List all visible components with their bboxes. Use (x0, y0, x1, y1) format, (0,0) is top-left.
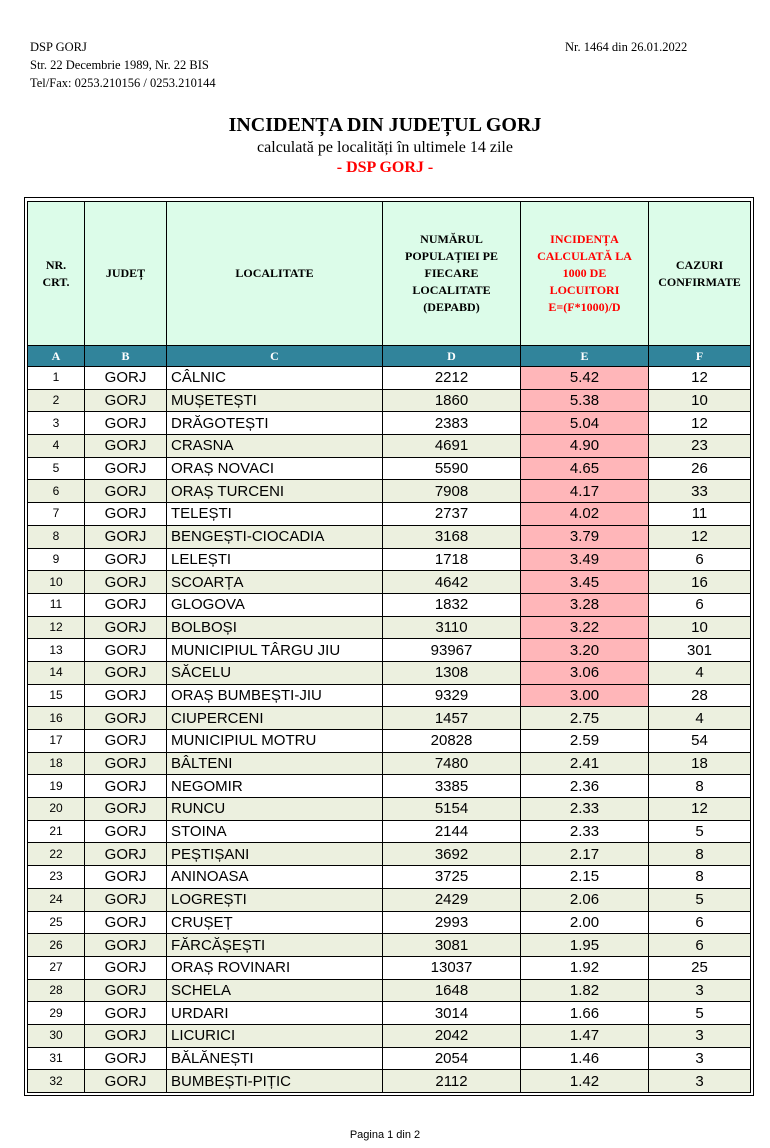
table-row (28, 639, 751, 662)
col-header-judet (85, 202, 167, 346)
incidence-cell: 3.20 (521, 639, 649, 662)
incidence-cell: 3.00 (521, 684, 649, 707)
row-number-cell: 5 (28, 457, 85, 480)
document-number: Nr. 1464 din 26.01.2022 (565, 40, 688, 54)
county-cell: GORJ (85, 571, 167, 594)
row-number-cell: 4 (28, 435, 85, 458)
confirmed-cases-cell: 3 (649, 1070, 751, 1093)
locality-cell: SCOARȚA (167, 571, 383, 594)
confirmed-cases-cell: 10 (649, 389, 751, 412)
incidence-cell: 1.92 (521, 956, 649, 979)
confirmed-cases-cell: 25 (649, 956, 751, 979)
county-cell: GORJ (85, 412, 167, 435)
confirmed-cases-cell: 33 (649, 480, 751, 503)
row-number-cell: 2 (28, 389, 85, 412)
population-cell: 5590 (383, 457, 521, 480)
row-number-cell: 7 (28, 503, 85, 526)
document-header-left (30, 38, 216, 92)
county-cell: GORJ (85, 956, 167, 979)
incidence-cell: 4.02 (521, 503, 649, 526)
col-letter-d: D (383, 346, 521, 367)
incidence-cell: 2.75 (521, 707, 649, 730)
population-cell: 1457 (383, 707, 521, 730)
table-row (28, 525, 751, 548)
population-cell: 3385 (383, 775, 521, 798)
row-number-cell: 16 (28, 707, 85, 730)
row-number-cell: 18 (28, 752, 85, 775)
table-body (28, 367, 751, 1093)
population-cell: 2383 (383, 412, 521, 435)
confirmed-cases-cell: 28 (649, 684, 751, 707)
county-cell: GORJ (85, 457, 167, 480)
population-cell: 13037 (383, 956, 521, 979)
col-header-populatie (383, 202, 521, 346)
population-cell: 9329 (383, 684, 521, 707)
county-cell: GORJ (85, 389, 167, 412)
population-cell: 2429 (383, 888, 521, 911)
incidence-cell: 1.95 (521, 934, 649, 957)
confirmed-cases-cell: 12 (649, 798, 751, 821)
incidence-cell: 4.90 (521, 435, 649, 458)
table-row (28, 934, 751, 957)
incidence-table (27, 201, 751, 1093)
incidence-cell: 2.41 (521, 752, 649, 775)
population-cell: 3692 (383, 843, 521, 866)
table-row (28, 1002, 751, 1025)
county-cell: GORJ (85, 435, 167, 458)
table-row (28, 911, 751, 934)
confirmed-cases-cell: 301 (649, 639, 751, 662)
county-cell: GORJ (85, 525, 167, 548)
page-title: INCIDENȚA DIN JUDEȚUL GORJ (228, 114, 542, 136)
incidence-cell: 2.06 (521, 888, 649, 911)
row-number-cell: 3 (28, 412, 85, 435)
confirmed-cases-cell: 8 (649, 843, 751, 866)
county-cell: GORJ (85, 1070, 167, 1093)
table-row (28, 412, 751, 435)
table-row (28, 820, 751, 843)
confirmed-cases-cell: 11 (649, 503, 751, 526)
incidence-cell: 4.65 (521, 457, 649, 480)
locality-cell: CRUȘEȚ (167, 911, 383, 934)
col-letter-c: C (167, 346, 383, 367)
incidence-cell: 2.17 (521, 843, 649, 866)
table-row (28, 775, 751, 798)
locality-cell: BĂLĂNEȘTI (167, 1047, 383, 1070)
col-header-incidenta-text: INCIDENȚA CALCULATĂ LA 1000 DE LOCUITORI E=(F*1000)/D (537, 232, 632, 314)
county-cell: GORJ (85, 934, 167, 957)
table-row (28, 616, 751, 639)
row-number-cell: 29 (28, 1002, 85, 1025)
population-cell: 1860 (383, 389, 521, 412)
locality-cell: LICURICI (167, 1024, 383, 1047)
col-letter-e: E (521, 346, 649, 367)
confirmed-cases-cell: 54 (649, 730, 751, 753)
locality-cell: DRĂGOTEȘTI (167, 412, 383, 435)
col-letter-f: F (649, 346, 751, 367)
row-number-cell: 32 (28, 1070, 85, 1093)
county-cell: GORJ (85, 1024, 167, 1047)
col-letter-a: A (28, 346, 85, 367)
population-cell: 4691 (383, 435, 521, 458)
county-cell: GORJ (85, 1047, 167, 1070)
county-cell: GORJ (85, 639, 167, 662)
confirmed-cases-cell: 4 (649, 661, 751, 684)
confirmed-cases-cell: 6 (649, 593, 751, 616)
page-subtitle: calculată pe localități în ultimele 14 zile (257, 139, 513, 156)
locality-cell: STOINA (167, 820, 383, 843)
county-cell: GORJ (85, 616, 167, 639)
locality-cell: PEȘTIȘANI (167, 843, 383, 866)
incidence-cell: 3.45 (521, 571, 649, 594)
confirmed-cases-cell: 5 (649, 820, 751, 843)
row-number-cell: 20 (28, 798, 85, 821)
population-cell: 7908 (383, 480, 521, 503)
row-number-cell: 12 (28, 616, 85, 639)
row-number-cell: 13 (28, 639, 85, 662)
org-phone: Tel/Fax: 0253.210156 / 0253.210144 (30, 76, 216, 90)
incidence-cell: 5.38 (521, 389, 649, 412)
row-number-cell: 9 (28, 548, 85, 571)
confirmed-cases-cell: 18 (649, 752, 751, 775)
table-row (28, 707, 751, 730)
county-cell: GORJ (85, 752, 167, 775)
table-row (28, 888, 751, 911)
row-number-cell: 14 (28, 661, 85, 684)
col-header-localitate (167, 202, 383, 346)
table-row (28, 367, 751, 390)
table-row (28, 389, 751, 412)
locality-cell: TELEȘTI (167, 503, 383, 526)
confirmed-cases-cell: 12 (649, 367, 751, 390)
incidence-cell: 5.42 (521, 367, 649, 390)
county-cell: GORJ (85, 911, 167, 934)
confirmed-cases-cell: 16 (649, 571, 751, 594)
county-cell: GORJ (85, 820, 167, 843)
incidence-cell: 3.22 (521, 616, 649, 639)
population-cell: 5154 (383, 798, 521, 821)
incidence-cell: 2.59 (521, 730, 649, 753)
confirmed-cases-cell: 3 (649, 1024, 751, 1047)
org-name: DSP GORJ (30, 40, 87, 54)
row-number-cell: 8 (28, 525, 85, 548)
table-row (28, 798, 751, 821)
incidence-cell: 2.33 (521, 798, 649, 821)
col-header-judet-text: JUDEȚ (105, 266, 146, 280)
org-address: Str. 22 Decembrie 1989, Nr. 22 BIS (30, 58, 209, 72)
confirmed-cases-cell: 5 (649, 888, 751, 911)
population-cell: 20828 (383, 730, 521, 753)
population-cell: 93967 (383, 639, 521, 662)
col-header-populatie-text: NUMĂRUL POPULAȚIEI PE FIECARE LOCALITATE (DEPABD) (404, 232, 498, 314)
table-row (28, 457, 751, 480)
locality-cell: CÂLNIC (167, 367, 383, 390)
row-number-cell: 17 (28, 730, 85, 753)
locality-cell: BENGEȘTI-CIOCADIA (167, 525, 383, 548)
county-cell: GORJ (85, 707, 167, 730)
county-cell: GORJ (85, 888, 167, 911)
row-number-cell: 1 (28, 367, 85, 390)
incidence-cell: 1.66 (521, 1002, 649, 1025)
table-row (28, 593, 751, 616)
population-cell: 2042 (383, 1024, 521, 1047)
county-cell: GORJ (85, 367, 167, 390)
incidence-cell: 2.36 (521, 775, 649, 798)
table-row (28, 480, 751, 503)
locality-cell: BOLBOȘI (167, 616, 383, 639)
table-row (28, 866, 751, 889)
locality-cell: RUNCU (167, 798, 383, 821)
confirmed-cases-cell: 26 (649, 457, 751, 480)
locality-cell: URDARI (167, 1002, 383, 1025)
locality-cell: BUMBEȘTI-PIȚIC (167, 1070, 383, 1093)
table-row (28, 684, 751, 707)
confirmed-cases-cell: 4 (649, 707, 751, 730)
population-cell: 2993 (383, 911, 521, 934)
locality-cell: FĂRCĂȘEȘTI (167, 934, 383, 957)
incidence-cell: 3.49 (521, 548, 649, 571)
incidence-cell: 3.06 (521, 661, 649, 684)
row-number-cell: 31 (28, 1047, 85, 1070)
incidence-cell: 1.42 (521, 1070, 649, 1093)
confirmed-cases-cell: 12 (649, 412, 751, 435)
incidence-cell: 1.46 (521, 1047, 649, 1070)
incidence-cell: 1.82 (521, 979, 649, 1002)
table-row (28, 730, 751, 753)
population-cell: 1308 (383, 661, 521, 684)
incidence-cell: 3.28 (521, 593, 649, 616)
county-cell: GORJ (85, 480, 167, 503)
locality-cell: GLOGOVA (167, 593, 383, 616)
confirmed-cases-cell: 6 (649, 548, 751, 571)
table-row (28, 1024, 751, 1047)
incidence-cell: 4.17 (521, 480, 649, 503)
col-header-localitate-text: LOCALITATE (235, 266, 314, 280)
row-number-cell: 11 (28, 593, 85, 616)
locality-cell: SĂCELU (167, 661, 383, 684)
table-row (28, 1047, 751, 1070)
locality-cell: MUNICIPIUL TÂRGU JIU (167, 639, 383, 662)
table-row (28, 661, 751, 684)
table-row (28, 435, 751, 458)
county-cell: GORJ (85, 1002, 167, 1025)
county-cell: GORJ (85, 593, 167, 616)
county-cell: GORJ (85, 843, 167, 866)
locality-cell: ORAȘ TURCENI (167, 480, 383, 503)
table-row (28, 503, 751, 526)
incidence-cell: 3.79 (521, 525, 649, 548)
population-cell: 1648 (383, 979, 521, 1002)
locality-cell: MUNICIPIUL MOTRU (167, 730, 383, 753)
incidence-cell: 1.47 (521, 1024, 649, 1047)
row-number-cell: 25 (28, 911, 85, 934)
population-cell: 2112 (383, 1070, 521, 1093)
col-header-cazuri (649, 202, 751, 346)
population-cell: 2144 (383, 820, 521, 843)
population-cell: 4642 (383, 571, 521, 594)
column-header-row (28, 202, 751, 346)
row-number-cell: 6 (28, 480, 85, 503)
locality-cell: ANINOASA (167, 866, 383, 889)
locality-cell: NEGOMIR (167, 775, 383, 798)
locality-cell: SCHELA (167, 979, 383, 1002)
locality-cell: CRASNA (167, 435, 383, 458)
confirmed-cases-cell: 23 (649, 435, 751, 458)
population-cell: 3725 (383, 866, 521, 889)
county-cell: GORJ (85, 503, 167, 526)
col-header-cazuri-text: CAZURI CONFIRMATE (658, 257, 741, 289)
table-row (28, 548, 751, 571)
population-cell: 7480 (383, 752, 521, 775)
table-row (28, 1070, 751, 1093)
population-cell: 2212 (383, 367, 521, 390)
county-cell: GORJ (85, 979, 167, 1002)
table-row (28, 979, 751, 1002)
title-block (0, 112, 770, 178)
table-row (28, 843, 751, 866)
locality-cell: BÂLTENI (167, 752, 383, 775)
row-number-cell: 19 (28, 775, 85, 798)
locality-cell: LELEȘTI (167, 548, 383, 571)
col-header-incidenta (521, 202, 649, 346)
table-row (28, 571, 751, 594)
locality-cell: ORAȘ BUMBEȘTI-JIU (167, 684, 383, 707)
incidence-cell: 2.00 (521, 911, 649, 934)
population-cell: 3168 (383, 525, 521, 548)
population-cell: 3081 (383, 934, 521, 957)
row-number-cell: 23 (28, 866, 85, 889)
county-cell: GORJ (85, 684, 167, 707)
population-cell: 2054 (383, 1047, 521, 1070)
confirmed-cases-cell: 3 (649, 1047, 751, 1070)
row-number-cell: 26 (28, 934, 85, 957)
page-footer: Pagina 1 din 2 (349, 1129, 421, 1141)
source-label: - DSP GORJ - (336, 159, 434, 176)
confirmed-cases-cell: 10 (649, 616, 751, 639)
incidence-table-frame (24, 197, 754, 1096)
row-number-cell: 28 (28, 979, 85, 1002)
county-cell: GORJ (85, 798, 167, 821)
confirmed-cases-cell: 6 (649, 934, 751, 957)
confirmed-cases-cell: 8 (649, 866, 751, 889)
confirmed-cases-cell: 8 (649, 775, 751, 798)
row-number-cell: 24 (28, 888, 85, 911)
col-header-nr-text: NR. CRT. (42, 257, 70, 289)
county-cell: GORJ (85, 730, 167, 753)
locality-cell: MUȘETEȘTI (167, 389, 383, 412)
row-number-cell: 10 (28, 571, 85, 594)
population-cell: 1832 (383, 593, 521, 616)
population-cell: 1718 (383, 548, 521, 571)
confirmed-cases-cell: 12 (649, 525, 751, 548)
col-header-nr (28, 202, 85, 346)
row-number-cell: 15 (28, 684, 85, 707)
locality-cell: CIUPERCENI (167, 707, 383, 730)
county-cell: GORJ (85, 548, 167, 571)
table-row (28, 752, 751, 775)
population-cell: 2737 (383, 503, 521, 526)
table-row (28, 956, 751, 979)
column-letter-row (28, 346, 751, 367)
population-cell: 3014 (383, 1002, 521, 1025)
confirmed-cases-cell: 6 (649, 911, 751, 934)
incidence-cell: 2.15 (521, 866, 649, 889)
col-letter-b: B (85, 346, 167, 367)
row-number-cell: 21 (28, 820, 85, 843)
row-number-cell: 27 (28, 956, 85, 979)
row-number-cell: 22 (28, 843, 85, 866)
county-cell: GORJ (85, 775, 167, 798)
county-cell: GORJ (85, 661, 167, 684)
confirmed-cases-cell: 3 (649, 979, 751, 1002)
confirmed-cases-cell: 5 (649, 1002, 751, 1025)
county-cell: GORJ (85, 866, 167, 889)
population-cell: 3110 (383, 616, 521, 639)
locality-cell: ORAȘ NOVACI (167, 457, 383, 480)
incidence-cell: 2.33 (521, 820, 649, 843)
row-number-cell: 30 (28, 1024, 85, 1047)
incidence-cell: 5.04 (521, 412, 649, 435)
locality-cell: LOGREȘTI (167, 888, 383, 911)
locality-cell: ORAȘ ROVINARI (167, 956, 383, 979)
